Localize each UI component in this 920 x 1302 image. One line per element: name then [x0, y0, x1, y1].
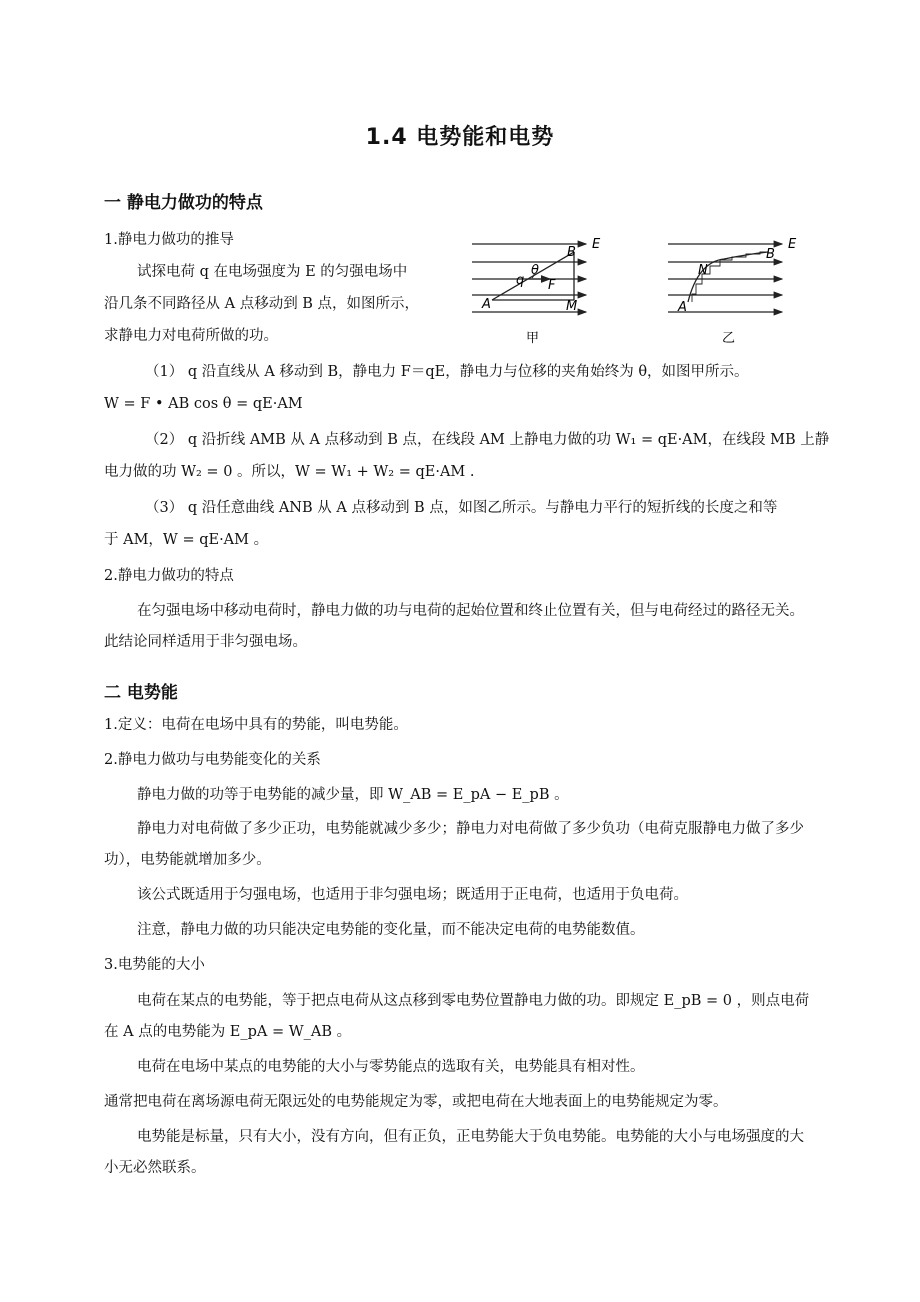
- sub-heading-magnitude: 3.电势能的大小: [104, 957, 205, 973]
- case1-line1: （1） q 沿直线从 A 移动到 B，静电力 F＝qE，静电力与位移的夹角始终为 θ，如图甲所示。: [145, 364, 749, 380]
- section2-heading: 二 电势能: [104, 683, 178, 703]
- page-title: 1.4 电势能和电势: [365, 125, 555, 150]
- relation-formula: 静电力做的功等于电势能的减少量，即 W_AB = E_pA − E_pB 。: [137, 787, 569, 803]
- definition: 1.定义：电荷在电场中具有的势能，叫电势能。: [104, 717, 408, 733]
- label-n: N: [698, 263, 708, 278]
- magnitude-paragraph: 电荷在某点的电势能，等于把点电荷从这点移到零电势位置静电力做的功。即规定 E_pB = 0 ，则点电荷在 A 点的电势能为 E_pA = W_AB 。: [104, 993, 810, 1040]
- case2-line2: 电力做的功 W₂ = 0 。所以，W = W₁ + W₂ = qE·AM .: [104, 464, 475, 480]
- zero-reference: 通常把电荷在离场源电荷无限远处的电势能规定为零，或把电荷在大地表面上的电势能规定为零。: [104, 1094, 728, 1110]
- figure-jia: [468, 232, 618, 352]
- case1-line2: W = F • AB cos θ = qE·AM: [104, 396, 303, 412]
- caption-yi: 乙: [722, 331, 736, 346]
- case2-line1: （2） q 沿折线 AMB 从 A 点移动到 B 点，在线段 AM 上静电力做的功 W₁ = qE·AM，在线段 MB 上静: [145, 432, 830, 448]
- intro-line-1: 试探电荷 q 在电场强度为 E 的匀强电场中: [137, 264, 408, 280]
- label-q: q: [516, 273, 525, 288]
- section1-heading: 一 静电力做功的特点: [104, 193, 263, 213]
- label-a: A: [482, 297, 491, 312]
- intro-line-2: 沿几条不同路径从 A 点移动到 B 点，如图所示，: [104, 296, 420, 312]
- applicability: 该公式既适用于匀强电场，也适用于非匀强电场；既适用于正电荷，也适用于负电荷。: [137, 887, 688, 903]
- case3-line2: 于 AM，W = qE·AM 。: [104, 532, 269, 548]
- note: 注意，静电力做的功只能决定电势能的变化量，而不能决定电荷的电势能数值。: [137, 922, 645, 938]
- label-m: M: [566, 299, 578, 314]
- label-theta: θ: [531, 263, 539, 278]
- scalar-paragraph: 电势能是标量，只有大小，没有方向，但有正负，正电势能大于负电势能。电势能的大小与电场强度的大小无必然联系。: [104, 1129, 804, 1176]
- sub-heading-feature: 2.静电力做功的特点: [104, 568, 234, 584]
- label-a: A: [678, 300, 687, 315]
- case3-line1: （3） q 沿任意曲线 ANB 从 A 点移动到 B 点，如图乙所示。与静电力平行的短折线的长度之和等: [145, 500, 778, 516]
- label-b: B: [766, 247, 775, 262]
- intro-line-3: 求静电力对电荷所做的功。: [104, 328, 278, 344]
- figure-yi: [664, 232, 814, 352]
- label-b: B: [567, 245, 576, 260]
- work-energy-paragraph: 静电力对电荷做了多少正功，电势能就减少多少；静电力对电荷做了多少负功（电荷克服静电力做了多少功），电势能就增加多少。: [104, 821, 804, 868]
- caption-jia: 甲: [526, 331, 540, 346]
- label-f: F: [548, 278, 556, 293]
- feature-paragraph: 在匀强电场中移动电荷时，静电力做的功与电荷的起始位置和终止位置有关，但与电荷经过的路径无关。此结论同样适用于非匀强电场。: [104, 603, 804, 650]
- sub-heading-relation: 2.静电力做功与电势能变化的关系: [104, 752, 321, 768]
- relativity: 电荷在电场中某点的电势能的大小与零势能点的选取有关，电势能具有相对性。: [137, 1059, 645, 1075]
- sub-heading-derivation: 1.静电力做功的推导: [104, 232, 234, 248]
- label-e: E: [592, 237, 601, 252]
- label-e: E: [788, 237, 797, 252]
